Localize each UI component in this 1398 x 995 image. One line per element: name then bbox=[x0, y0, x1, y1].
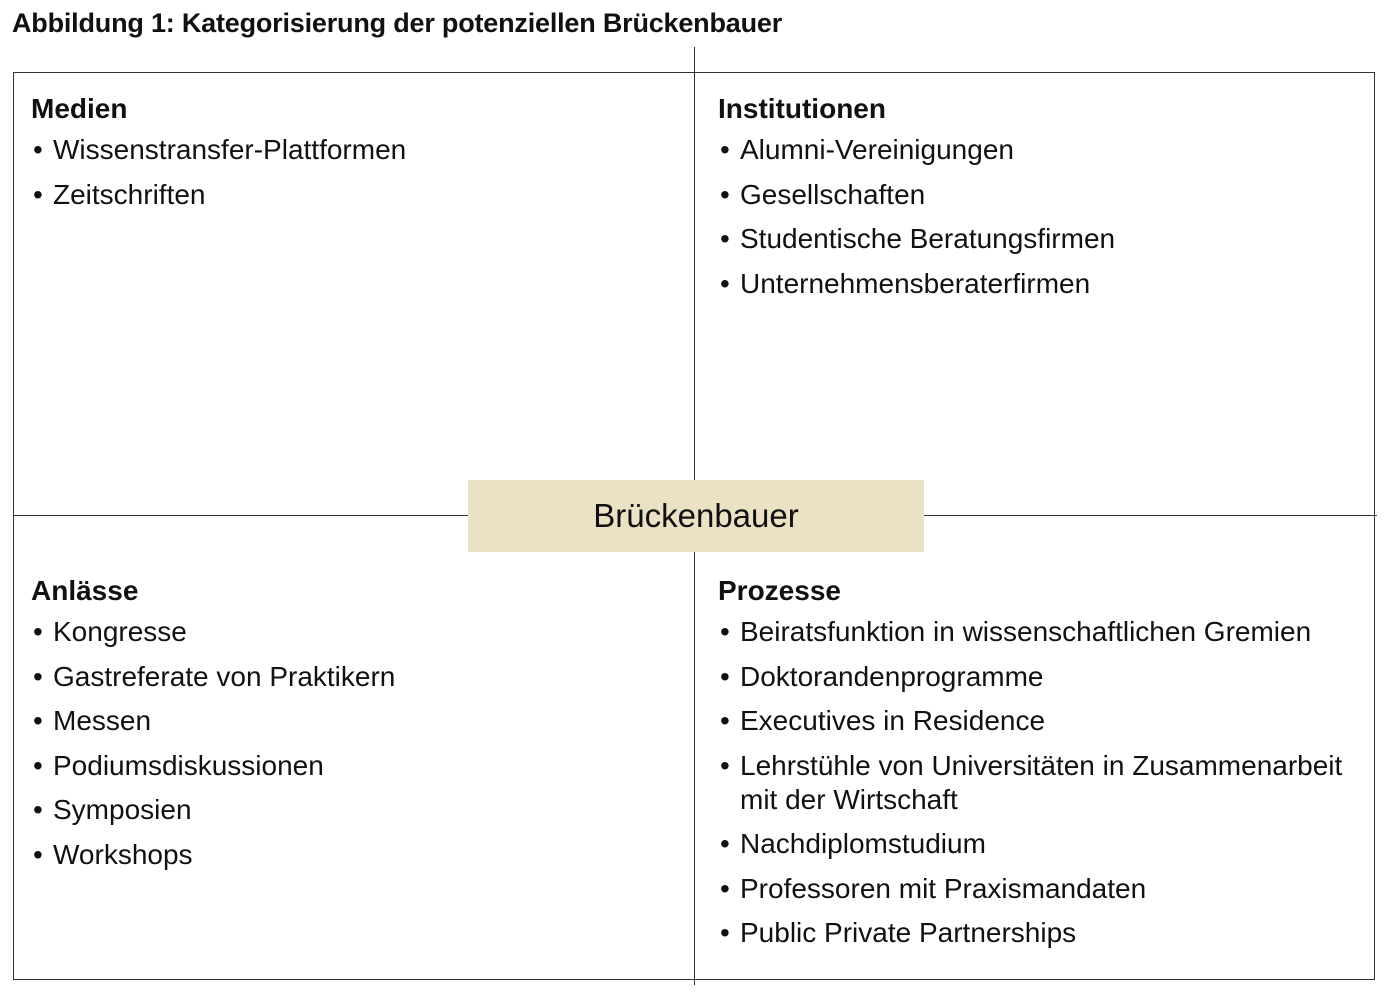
bullet-icon: • bbox=[720, 749, 730, 781]
bullet-icon: • bbox=[720, 616, 730, 647]
list-item-text: Professoren mit Praxismandaten bbox=[740, 872, 1147, 904]
bullet-icon: • bbox=[33, 749, 43, 781]
quadrant-list bbox=[31, 615, 395, 872]
bullet-icon: • bbox=[33, 794, 43, 825]
figure-title: Abbildung 1: Kategorisierung der potenziellen Brückenbauer bbox=[12, 8, 783, 38]
list-item bbox=[31, 838, 395, 872]
list-item-text: Alumni-Vereinigungen bbox=[740, 134, 1014, 165]
list-item-text: Gastreferate von Praktikern bbox=[53, 660, 396, 692]
list-item bbox=[718, 660, 1373, 694]
quadrant-heading: Anlässe bbox=[31, 575, 139, 606]
center-label-box bbox=[468, 480, 924, 552]
bullet-icon: • bbox=[33, 178, 43, 210]
quadrant-institutionen bbox=[718, 91, 1115, 311]
bullet-icon: • bbox=[720, 917, 730, 948]
list-item bbox=[718, 704, 1373, 738]
bullet-icon: • bbox=[720, 267, 730, 299]
list-item-text: Workshops bbox=[53, 838, 193, 870]
bullet-icon: • bbox=[720, 223, 730, 254]
bullet-icon: • bbox=[720, 872, 730, 904]
quadrant-list bbox=[718, 133, 1115, 301]
quadrant-heading: Institutionen bbox=[718, 93, 886, 124]
quadrant-medien bbox=[31, 91, 406, 222]
bullet-icon: • bbox=[33, 660, 43, 692]
list-item bbox=[718, 267, 1115, 301]
list-item bbox=[718, 916, 1373, 950]
list-item-text: Wissenstransfer-Plattformen bbox=[53, 134, 407, 165]
quadrant-prozesse bbox=[718, 573, 1373, 961]
list-item-text: Podiumsdiskussionen bbox=[53, 749, 324, 781]
list-item bbox=[31, 178, 406, 212]
list-item-text: Executives in Residence bbox=[740, 705, 1046, 736]
quadrant-list bbox=[718, 615, 1373, 950]
list-item-text: Kongresse bbox=[53, 616, 187, 647]
list-item-text: Studentische Beratungsfirmen bbox=[740, 223, 1116, 254]
quadrant-list bbox=[31, 133, 406, 212]
bullet-icon: • bbox=[720, 660, 730, 692]
bullet-icon: • bbox=[33, 705, 43, 736]
list-item-text: Lehrstühle von Universitäten in Zusammenarbeit mit der Wirtschaft bbox=[740, 749, 1343, 815]
list-item bbox=[31, 704, 395, 738]
quadrant-heading: Prozesse bbox=[718, 575, 841, 606]
bullet-icon: • bbox=[33, 134, 43, 165]
list-item-text: Unternehmensberaterfirmen bbox=[740, 267, 1091, 299]
list-item bbox=[31, 749, 395, 783]
quadrant-anlaesse bbox=[31, 573, 395, 882]
bullet-icon: • bbox=[33, 616, 43, 647]
list-item bbox=[718, 133, 1115, 167]
list-item bbox=[718, 178, 1115, 212]
list-item bbox=[718, 872, 1373, 906]
list-item bbox=[31, 660, 395, 694]
list-item-text: Zeitschriften bbox=[53, 178, 206, 210]
list-item-text: Doktorandenprogramme bbox=[740, 660, 1044, 692]
list-item-text: Gesellschaften bbox=[740, 178, 926, 210]
list-item bbox=[31, 133, 406, 167]
list-item bbox=[718, 222, 1115, 256]
list-item bbox=[31, 793, 395, 827]
list-item-text: Beiratsfunktion in wissenschaftlichen Gremien bbox=[740, 616, 1312, 647]
bullet-icon: • bbox=[720, 705, 730, 736]
list-item bbox=[718, 827, 1373, 861]
bullet-icon: • bbox=[33, 838, 43, 870]
bullet-icon: • bbox=[720, 828, 730, 859]
quadrant-heading: Medien bbox=[31, 93, 128, 124]
list-item-text: Symposien bbox=[53, 794, 192, 825]
bullet-icon: • bbox=[720, 178, 730, 210]
list-item-text: Public Private Partnerships bbox=[740, 917, 1077, 948]
list-item bbox=[718, 749, 1373, 817]
list-item bbox=[31, 615, 395, 649]
list-item-text: Nachdiplomstudium bbox=[740, 828, 986, 859]
bullet-icon: • bbox=[720, 134, 730, 165]
list-item-text: Messen bbox=[53, 705, 152, 736]
list-item bbox=[718, 615, 1373, 649]
center-label: Brückenbauer bbox=[593, 497, 799, 534]
